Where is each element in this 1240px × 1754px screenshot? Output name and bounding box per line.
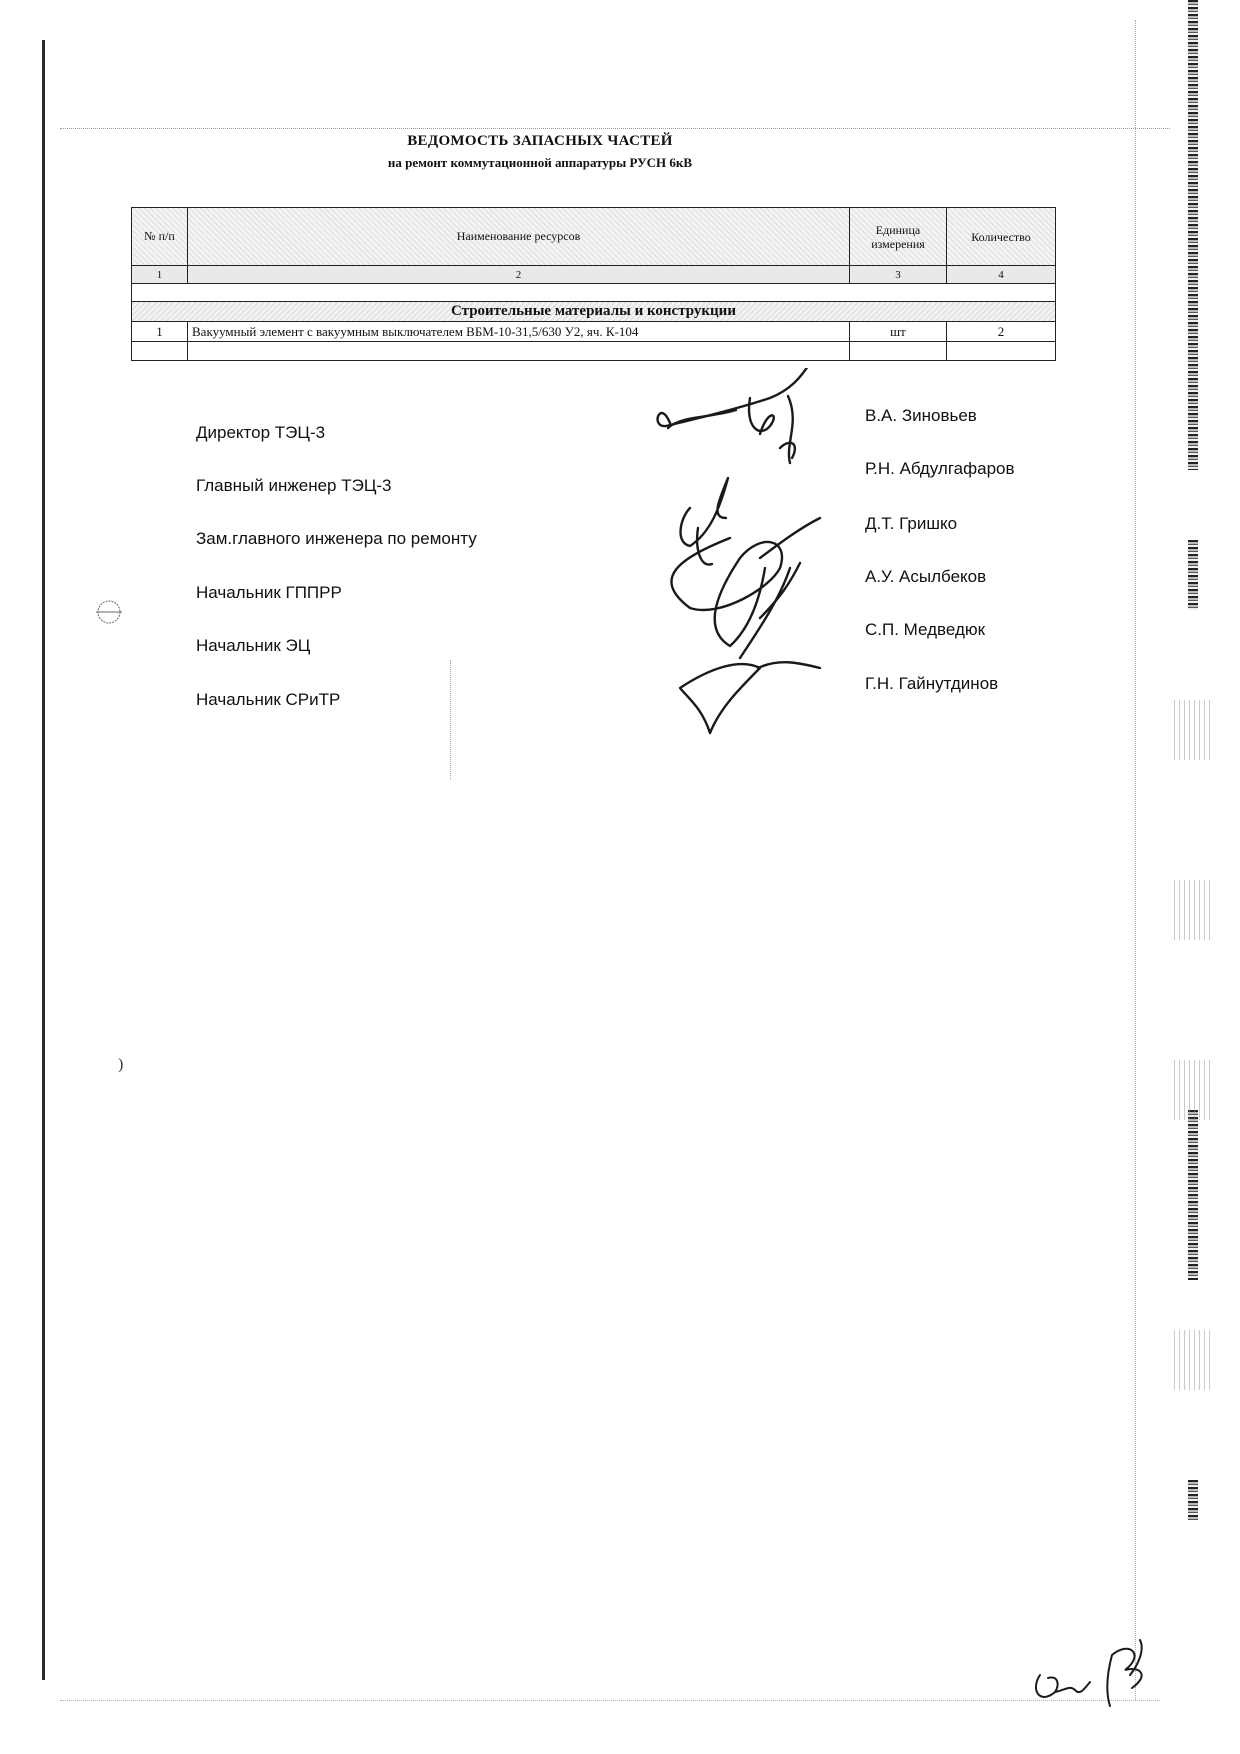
signatory-name: В.А. Зиновьев bbox=[865, 406, 977, 425]
scan-speckle bbox=[450, 660, 451, 780]
table-blank-row bbox=[132, 284, 1056, 302]
table-empty-row bbox=[132, 342, 1056, 361]
header-qty: Количество bbox=[947, 208, 1056, 266]
signatory-position: Зам.главного инженера по ремонту bbox=[196, 529, 477, 548]
scan-noise-right-edge bbox=[1168, 0, 1220, 1754]
row-qty: 2 bbox=[947, 322, 1056, 342]
stray-mark: ) bbox=[118, 1056, 124, 1073]
header-name: Наименование ресурсов bbox=[188, 208, 850, 266]
signatory-position: Начальник ГППРР bbox=[196, 583, 342, 602]
table-row bbox=[132, 322, 1056, 342]
scan-edge-line bbox=[42, 40, 45, 1680]
scan-dotted-line-top bbox=[60, 128, 1170, 129]
document-subtitle: на ремонт коммутационной аппаратуры РУСН 6кВ bbox=[387, 155, 693, 170]
signatory-name: Д.Т. Гришко bbox=[865, 514, 958, 533]
table-section-row bbox=[132, 302, 1056, 322]
row-unit: шт bbox=[850, 322, 947, 342]
column-number: 2 bbox=[188, 266, 850, 284]
hole-punch-mark bbox=[92, 597, 126, 627]
spare-parts-table bbox=[131, 207, 1056, 361]
signatory-name: Р.Н. Абдулгафаров bbox=[865, 459, 1015, 478]
handwritten-initials bbox=[1030, 1630, 1170, 1710]
scan-dotted-line-bottom bbox=[60, 1700, 1160, 1701]
column-number: 3 bbox=[850, 266, 947, 284]
column-number: 1 bbox=[132, 266, 188, 284]
column-number-row bbox=[132, 266, 1056, 284]
signatory-position: Начальник СРиТР bbox=[196, 690, 341, 709]
signatory-name: С.П. Медведюк bbox=[865, 620, 986, 639]
header-unit: Единица измерения bbox=[850, 208, 947, 266]
row-name: Вакуумный элемент с вакуумным выключателем ВБМ-10-31,5/630 У2, яч. К-104 bbox=[188, 322, 850, 342]
section-title: Строительные материалы и конструкции bbox=[132, 302, 1056, 322]
signatory-name: А.У. Асылбеков bbox=[865, 567, 987, 586]
header-num: № п/п bbox=[132, 208, 188, 266]
column-number: 4 bbox=[947, 266, 1056, 284]
signatory-position: Директор ТЭЦ-3 bbox=[196, 423, 326, 442]
signatory-name: Г.Н. Гайнутдинов bbox=[865, 674, 999, 693]
row-num: 1 bbox=[132, 322, 188, 342]
signatory-position: Главный инженер ТЭЦ-3 bbox=[196, 476, 392, 495]
scan-speckle bbox=[1135, 20, 1136, 1700]
handwritten-signatures bbox=[640, 368, 840, 738]
signatory-position: Начальник ЭЦ bbox=[196, 636, 311, 655]
table-header-row bbox=[132, 208, 1056, 266]
document-title: ВЕДОМОСТЬ ЗАПАСНЫХ ЧАСТЕЙ bbox=[407, 133, 673, 149]
